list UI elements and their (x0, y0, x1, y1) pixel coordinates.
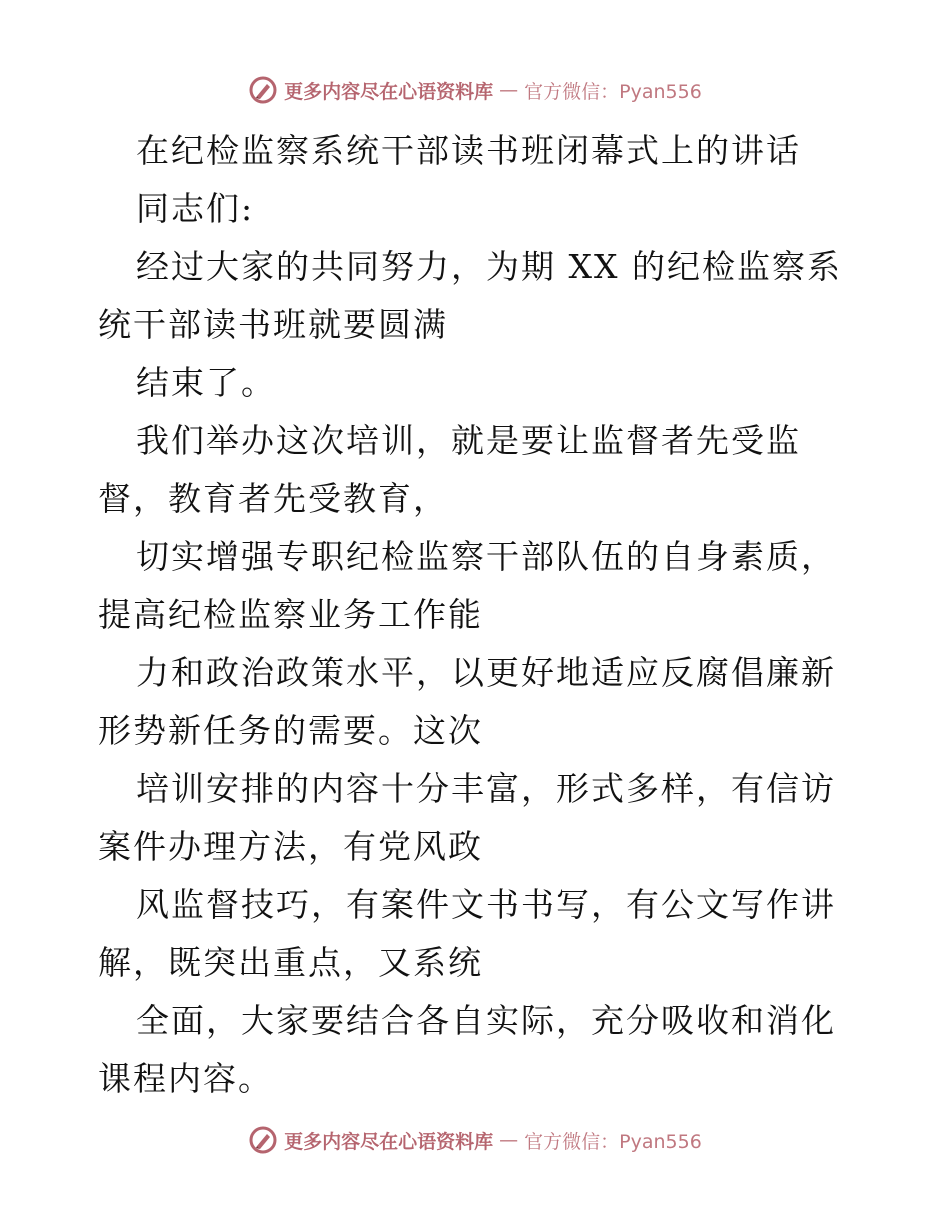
paragraph: 结束了。 (136, 363, 276, 402)
banner-text: 更多内容尽在心语资料库 (284, 80, 494, 103)
header-watermark (0, 70, 950, 110)
document-title: 在纪检监察系统干部读书班闭幕式上的讲话 (136, 131, 801, 170)
paragraph: 切实增强专职纪检监察干部队伍的自身素质，提高纪检监察业务工作能 (98, 537, 836, 634)
banner-separator: — (499, 79, 519, 101)
paragraph: 风监督技巧，有案件文书书写，有公文写作讲解，既突出重点，又系统 (98, 885, 836, 982)
paragraph: 培训安排的内容十分丰富，形式多样，有信访案件办理方法，有党风政 (98, 769, 836, 866)
pen-logo-icon (248, 75, 278, 105)
document-body (98, 122, 858, 1108)
paragraph: 全面，大家要结合各自实际，充分吸收和消化课程内容。 (98, 1001, 836, 1098)
banner-text: 更多内容尽在心语资料库 (284, 1130, 494, 1153)
paragraph: 经过大家的共同努力，为期 XX 的纪检监察系统干部读书班就要圆满 (98, 247, 842, 344)
pen-logo-icon (248, 1125, 278, 1155)
footer-watermark (0, 1120, 950, 1160)
paragraph: 力和政治政策水平，以更好地适应反腐倡廉新形势新任务的需要。这次 (98, 653, 836, 750)
salutation: 同志们: (136, 189, 255, 228)
banner-separator: — (499, 1129, 519, 1151)
banner-wechat: 官方微信：Pyan556 (524, 80, 702, 103)
banner-wechat: 官方微信：Pyan556 (524, 1130, 702, 1153)
paragraph: 我们举办这次培训，就是要让监督者先受监督，教育者先受教育， (98, 421, 801, 518)
